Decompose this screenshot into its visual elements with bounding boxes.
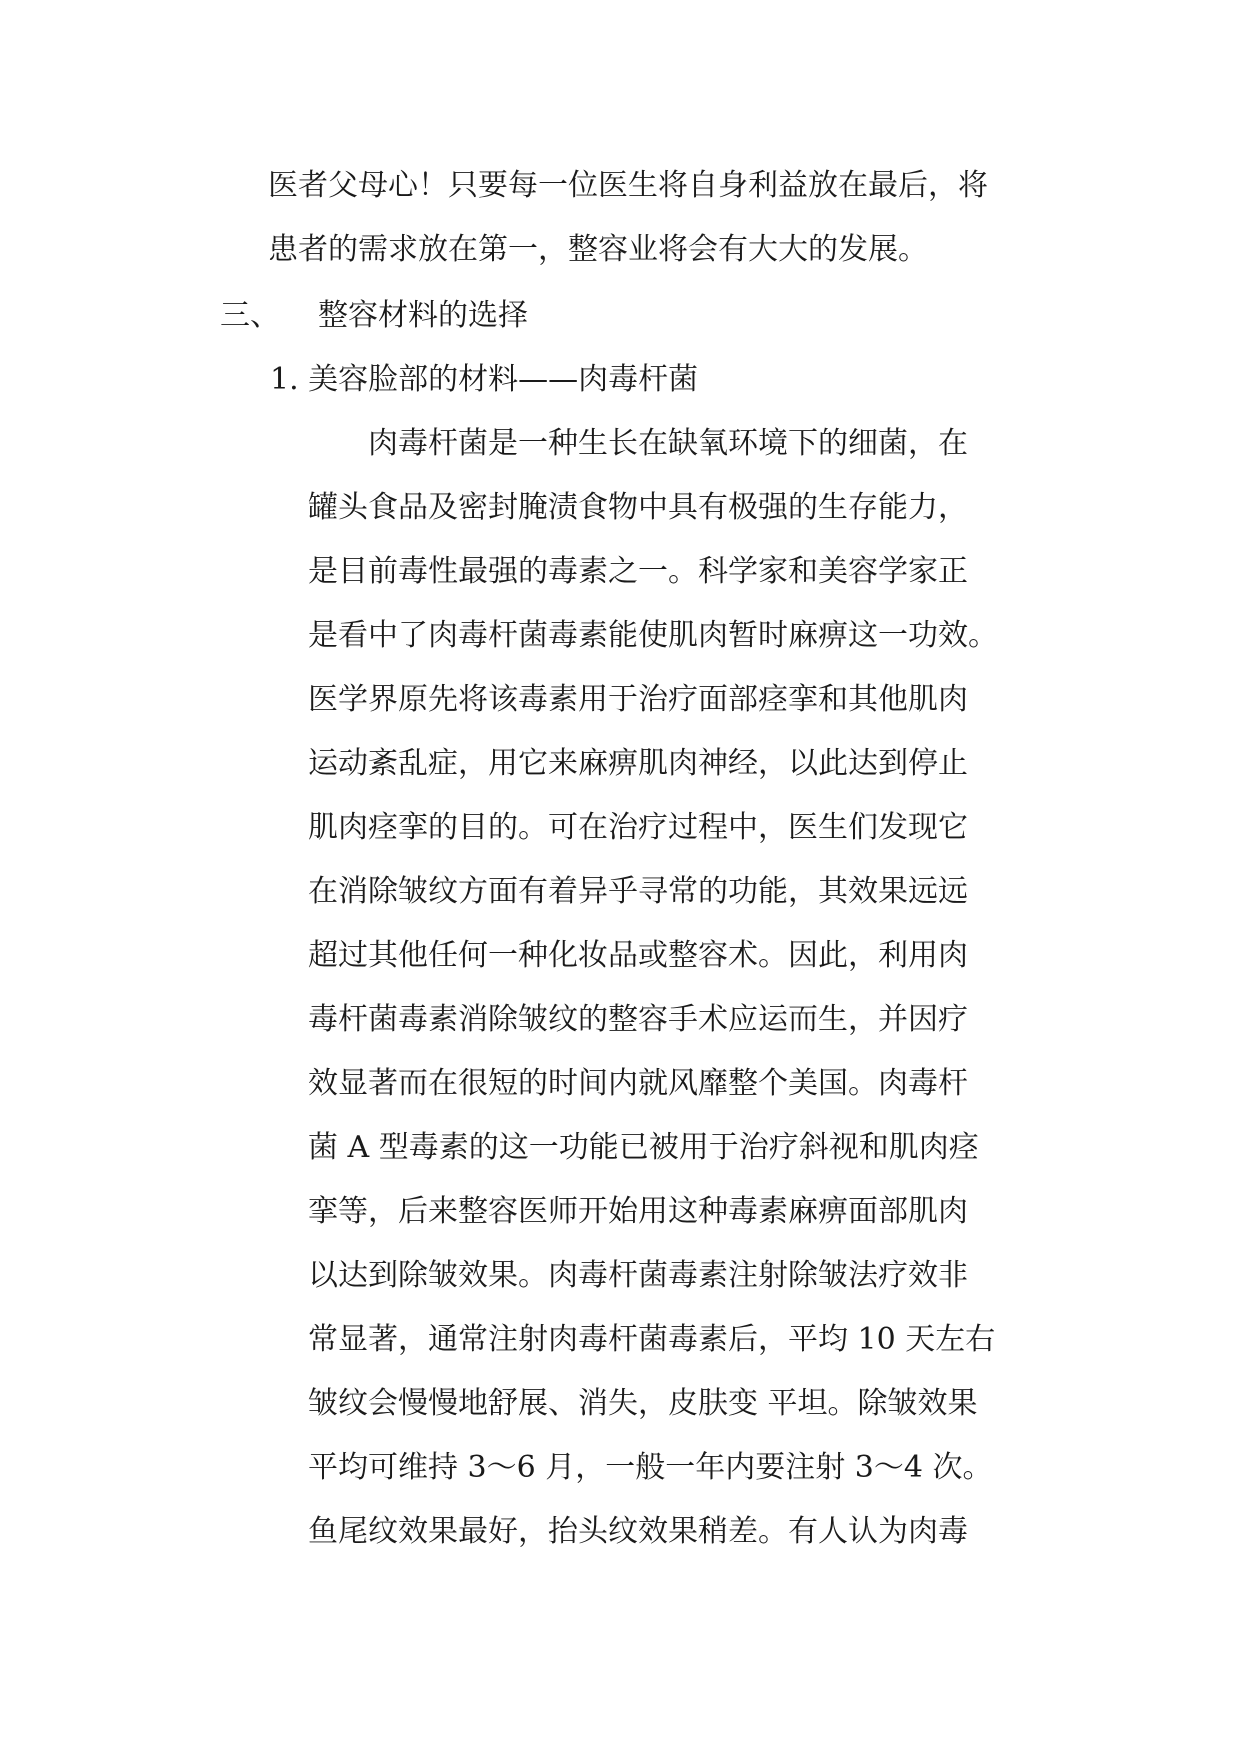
intro-line: 医者父母心！只要每一位医生将自身利益放在最后，将 <box>268 168 988 203</box>
paragraph-line: 超过其他任何一种化妆品或整容术。因此，利用肉 <box>308 938 968 973</box>
intro-line: 患者的需求放在第一，整容业将会有大大的发展。 <box>268 232 928 267</box>
paragraph-line: 菌 A 型毒素的这一功能已被用于治疗斜视和肌肉痉 <box>308 1130 979 1165</box>
paragraph-line: 是目前毒性最强的毒素之一。科学家和美容学家正 <box>308 554 968 589</box>
paragraph-line: 毒杆菌毒素消除皱纹的整容手术应运而生，并因疗 <box>308 1002 968 1037</box>
section-number: 三、 <box>220 298 280 333</box>
paragraph-line: 皱纹会慢慢地舒展、消失，皮肤变 平坦。除皱效果 <box>308 1386 978 1421</box>
paragraph-line: 鱼尾纹效果最好，抬头纹效果稍差。有人认为肉毒 <box>308 1514 968 1549</box>
paragraph-line: 挛等，后来整容医师开始用这种毒素麻痹面部肌肉 <box>308 1194 968 1229</box>
paragraph-line: 以达到除皱效果。肉毒杆菌毒素注射除皱法疗效非 <box>308 1258 968 1293</box>
paragraph-line: 常显著，通常注射肉毒杆菌毒素后，平均 10 天左右 <box>308 1322 996 1357</box>
paragraph-line: 是看中了肉毒杆菌毒素能使肌肉暂时麻痹这一功效。 <box>308 618 998 653</box>
paragraph-line: 肉毒杆菌是一种生长在缺氧环境下的细菌，在 <box>308 426 968 461</box>
subsection-heading: 1. 美容脸部的材料——肉毒杆菌 <box>270 362 699 397</box>
paragraph-line: 医学界原先将该毒素用于治疗面部痉挛和其他肌肉 <box>308 682 968 717</box>
paragraph-line: 运动紊乱症，用它来麻痹肌肉神经，以此达到停止 <box>308 746 968 781</box>
paragraph-line: 效显著而在很短的时间内就风靡整个美国。肉毒杆 <box>308 1066 968 1101</box>
paragraph-line: 肌肉痉挛的目的。可在治疗过程中，医生们发现它 <box>308 810 968 845</box>
paragraph-line: 在消除皱纹方面有着异乎寻常的功能，其效果远远 <box>308 874 968 909</box>
paragraph-line: 罐头食品及密封腌渍食物中具有极强的生存能力， <box>308 490 968 525</box>
section-title: 整容材料的选择 <box>318 298 528 333</box>
paragraph-line: 平均可维持 3～6 月，一般一年内要注射 3～4 次。 <box>308 1450 993 1485</box>
